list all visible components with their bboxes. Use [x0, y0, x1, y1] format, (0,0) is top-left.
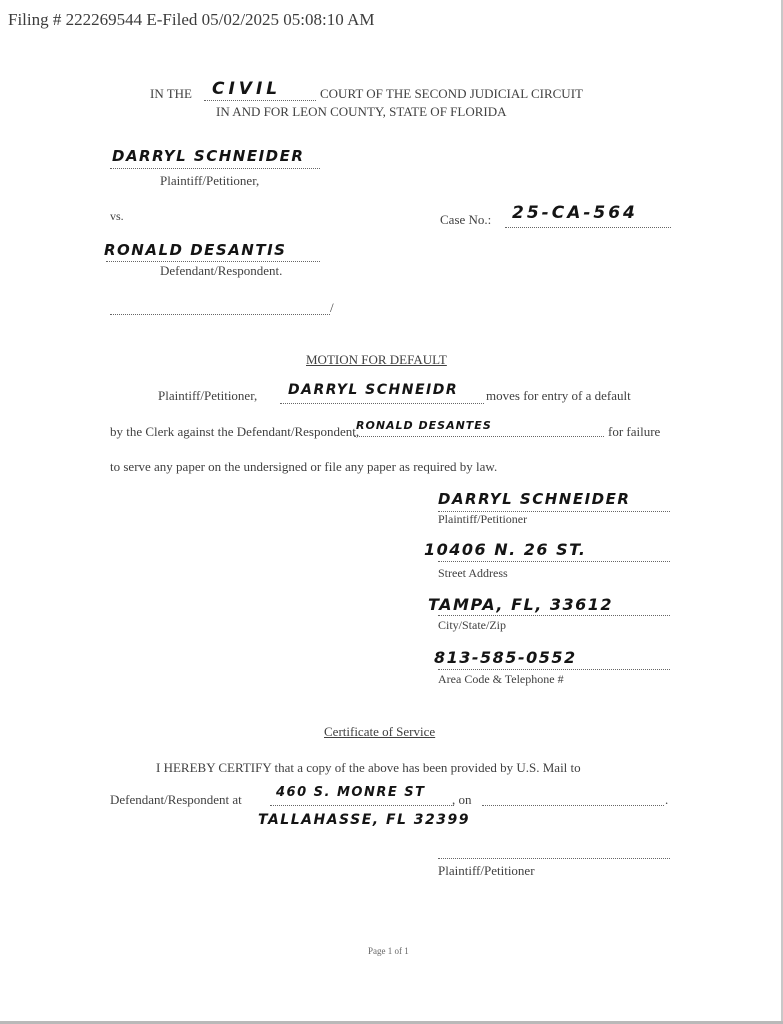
defendant-label: Defendant/Respondent.	[160, 263, 283, 278]
certificate-address-line	[270, 805, 454, 806]
sig-name-label: Plaintiff/Petitioner	[438, 512, 528, 526]
court-type-fill: CIVIL	[212, 79, 282, 99]
certificate-line1: I HEREBY CERTIFY that a copy of the above has been provided by U.S. Mail to	[156, 760, 581, 775]
certificate-line2-start: Defendant/Respondent at	[110, 792, 242, 807]
certificate-sig-line	[438, 858, 670, 859]
caption-county-line: IN AND FOR LEON COUNTY, STATE OF FLORIDA	[216, 104, 507, 119]
certificate-address-fill-2: TALLAHASSE, FL 32399	[258, 812, 471, 828]
street-label: Street Address	[438, 566, 508, 580]
certificate-date-line	[482, 805, 664, 806]
plaintiff-name-line	[110, 168, 320, 169]
defendant-name-fill: RONALD DESANTIS	[104, 241, 287, 259]
body-defendant-line	[354, 436, 604, 437]
caption-close-line	[110, 314, 330, 315]
body-line2-start: by the Clerk against the Defendant/Respondent,	[110, 424, 360, 439]
filing-header: Filing # 222269544 E-Filed 05/02/2025 05:08:10 AM	[8, 10, 375, 29]
case-number-line	[505, 227, 671, 228]
defendant-name-line	[106, 261, 320, 262]
versus-label: vs.	[110, 209, 124, 223]
phone-line	[438, 669, 670, 670]
city-label: City/State/Zip	[438, 618, 506, 632]
caption-close-slash: /	[330, 300, 334, 315]
plaintiff-label: Plaintiff/Petitioner,	[160, 173, 260, 188]
sig-name-fill: DARRYL SCHNEIDER	[438, 490, 631, 508]
city-line	[438, 615, 670, 616]
body-line2-end: for failure	[608, 424, 661, 439]
case-number-fill: 25-CA-564	[512, 203, 638, 223]
body-plaintiff-fill: DARRYL SCHNEIDR	[288, 382, 459, 398]
page-footer: Page 1 of 1	[368, 946, 409, 956]
body-line1-end: moves for entry of a default	[486, 388, 631, 403]
certificate-sig-label: Plaintiff/Petitioner	[438, 863, 535, 878]
certificate-line2-on: , on	[452, 792, 472, 807]
phone-fill: 813-585-0552	[434, 648, 577, 667]
phone-label: Area Code & Telephone #	[438, 672, 564, 686]
certificate-title: Certificate of Service	[324, 724, 436, 739]
body-line1-start: Plaintiff/Petitioner,	[158, 388, 258, 403]
caption-in-the: IN THE	[150, 86, 193, 101]
plaintiff-name-fill: DARRYL SCHNEIDER	[112, 147, 305, 165]
certificate-address-fill: 460 S. MONRE ST	[276, 785, 426, 800]
case-number-label: Case No.:	[440, 212, 492, 227]
city-fill: TAMPA, FL, 33612	[428, 595, 613, 614]
street-fill: 10406 N. 26 ST.	[424, 540, 587, 559]
caption-court-rest: COURT OF THE SECOND JUDICIAL CIRCUIT	[320, 86, 583, 101]
street-line	[438, 561, 670, 562]
body-defendant-fill: RONALD DESANTES	[356, 419, 492, 432]
body-plaintiff-line	[280, 403, 484, 404]
court-type-line	[204, 100, 316, 101]
body-line3: to serve any paper on the undersigned or file any paper as required by law.	[110, 459, 498, 474]
certificate-line2-period: .	[665, 792, 669, 807]
document-title: MOTION FOR DEFAULT	[306, 352, 447, 367]
